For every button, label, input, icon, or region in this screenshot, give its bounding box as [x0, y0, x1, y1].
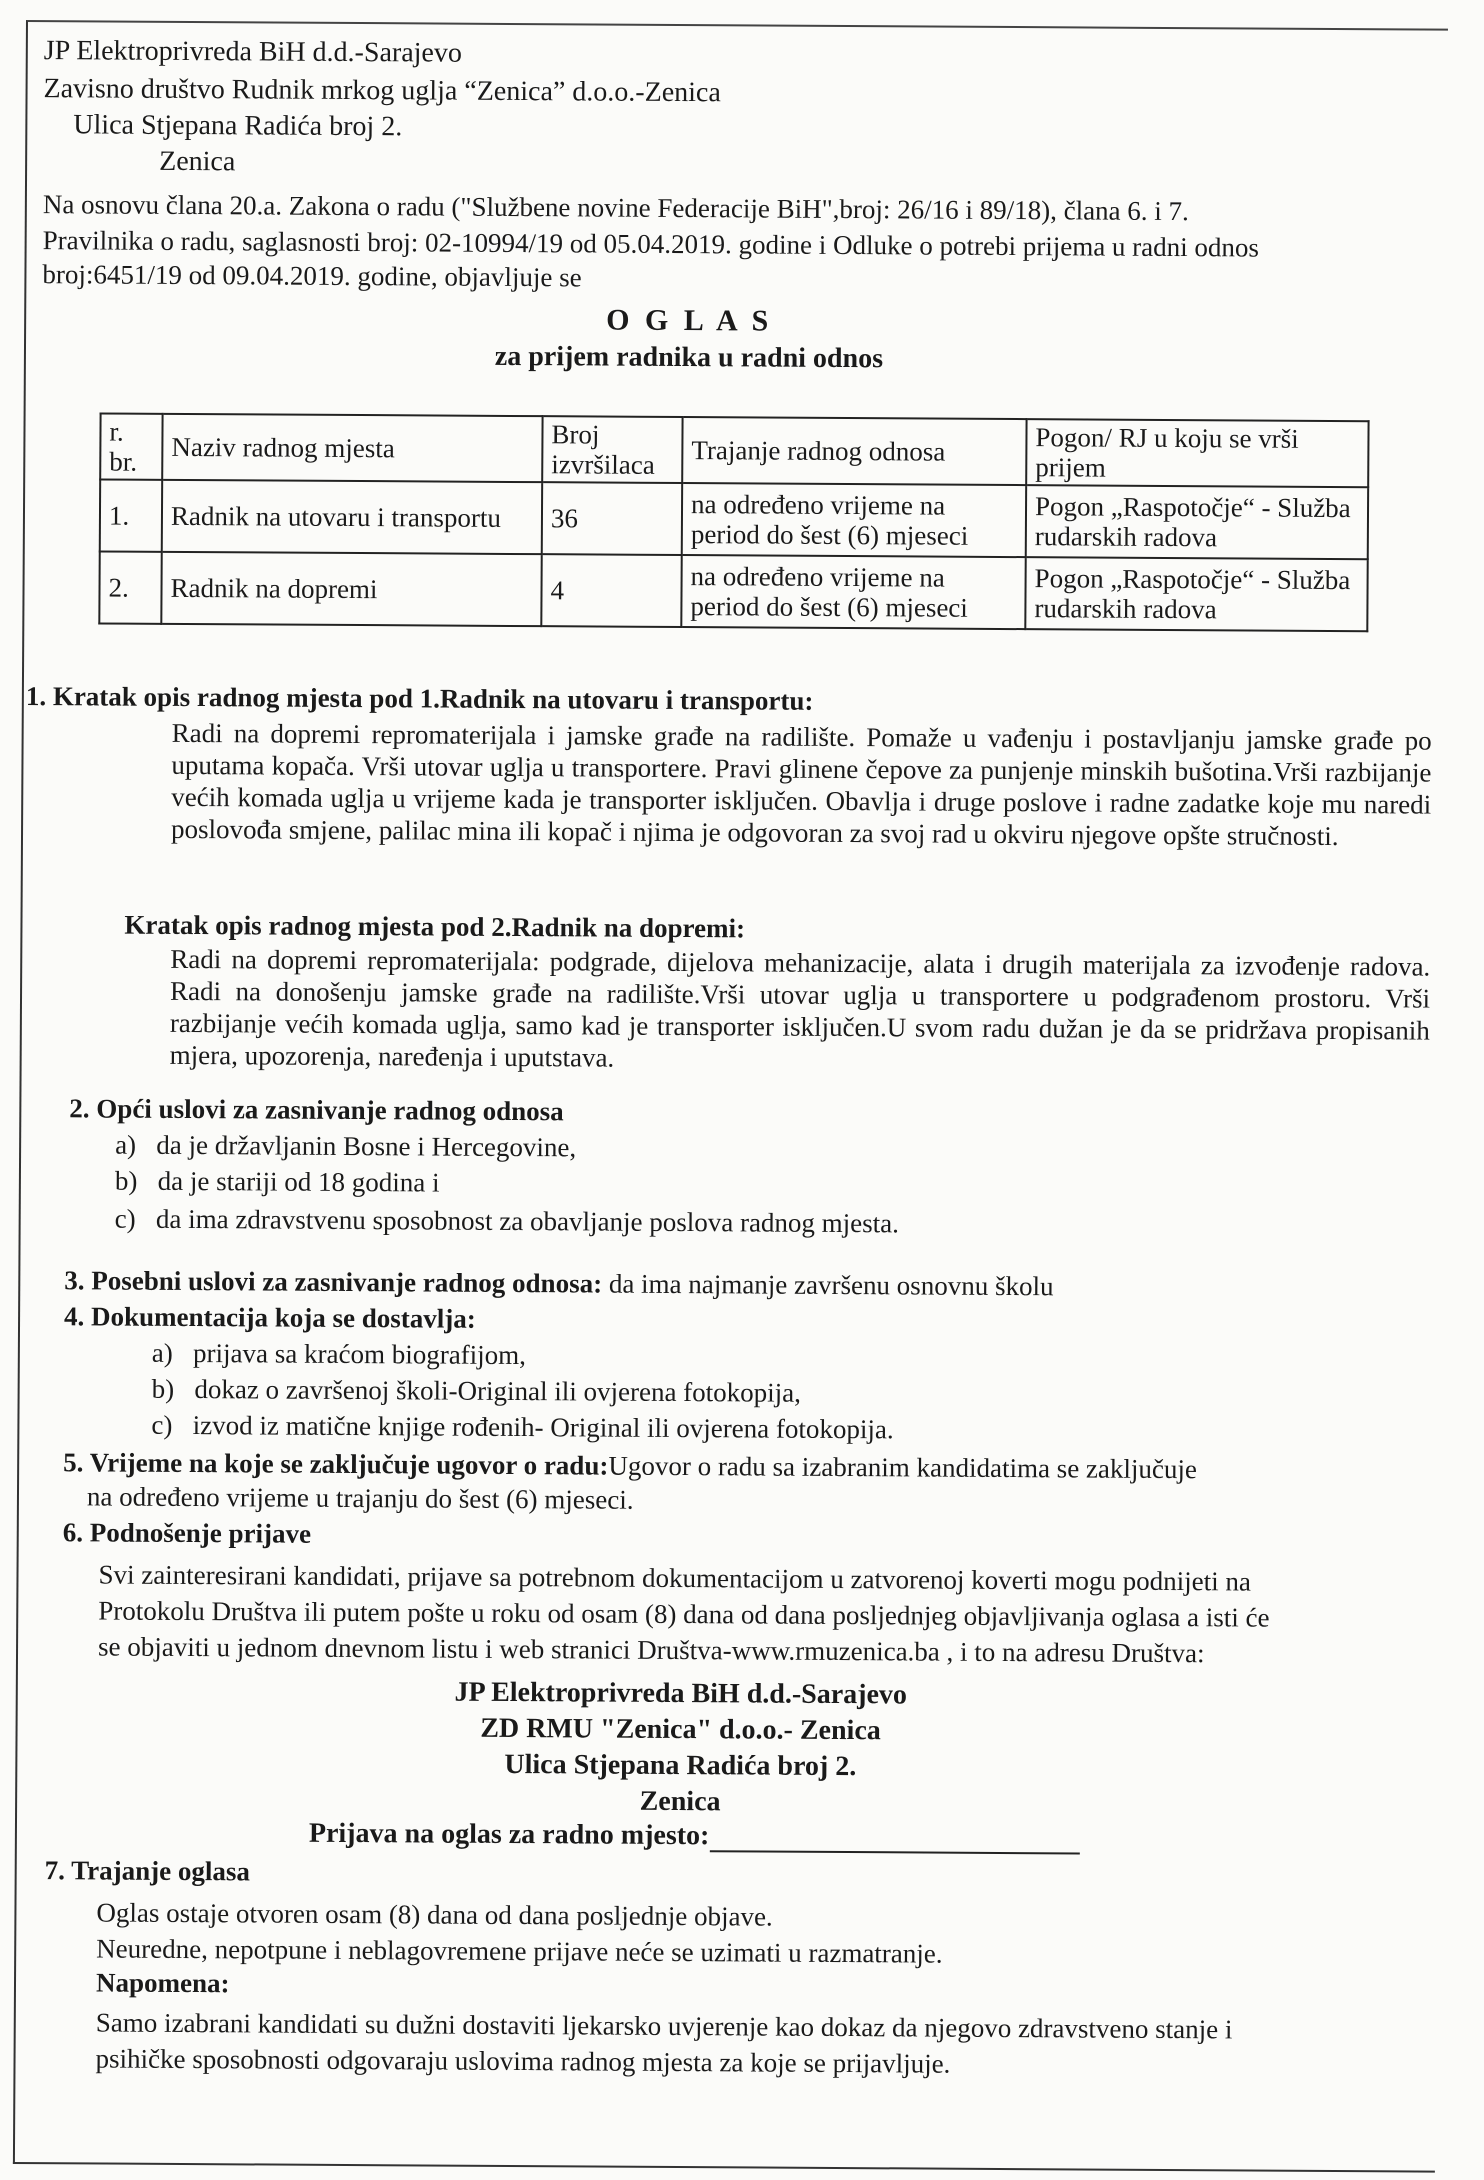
document-title: O G L A S [606, 303, 773, 338]
cell-number: 2. [99, 551, 161, 623]
section-6-heading: 6. Podnošenje prijave [62, 1517, 312, 1549]
cell-count: 4 [541, 554, 681, 627]
col-header-position: Naziv radnog mjesta [162, 414, 542, 482]
header-line-2: Zavisno društvo Rudnik mrkog uglja “Zenica” d.o.o.-Zenica [43, 73, 721, 109]
list-item [115, 1129, 576, 1164]
cell-unit: Pogon „Raspotočje“ - Služba rudarskih radova [1026, 485, 1368, 559]
cell-count: 36 [542, 482, 682, 555]
section-6-line-2: Protokolu Društva ili putem pošte u roku od osam (8) dana od dana posljednjeg objavljivanja oglasa a isti će [98, 1595, 1270, 1633]
intro-line-1: Na osnovu člana 20.a. Zakona o radu ("Službene novine Federacije BiH",broj: 26/16 i 89/18), člana 6. i 7. [42, 189, 1189, 227]
col-header-duration: Trajanje radnog odnosa [682, 417, 1026, 485]
document-page [13, 20, 1450, 2169]
application-line [309, 1818, 1080, 1855]
section-5-text: Ugovor o radu sa izabranim kandidatima se zaključuje [608, 1450, 1198, 1485]
table-header-row [100, 413, 1368, 487]
cell-unit: Pogon „Raspotočje“ - Služba rudarskih radova [1025, 557, 1367, 631]
address-line-1: JP Elektroprivreda BiH d.d.-Sarajevo [454, 1676, 908, 1711]
cell-number: 1. [100, 479, 162, 551]
list-marker: c) [151, 1409, 173, 1440]
list-text: da je državljanin Bosne i Hercegovine, [156, 1129, 577, 1163]
section-3-text: da ima najmanje završenu osnovnu školu [602, 1268, 1054, 1302]
header-line-1: JP Elektroprivreda BiH d.d.-Sarajevo [43, 35, 462, 69]
section-1-text: Radi na dopremi repromaterijala i jamske građe na radilište. Pomaže u vađenju i postavljanju jamske građe po uputama kopača. Vrši utovar uglja u transportere. Pravi glinene čepove za punjenje minskih bušotina.Vrši razbijanje većih komada uglja u vrijeme kada je transporter isključen. Obavlja i druge poslove i radne zadatke koje mu naredi poslovođa smjene, palilac mina ili kopač i njima je odgovoran za svoj rad u okviru njegove opšte stručnosti. [170, 717, 1432, 852]
list-text: da je stariji od 18 godina i [157, 1165, 440, 1198]
list-text: izvod iz matične knjige rođenih- Original ili ovjerena fotokopija. [192, 1410, 894, 1445]
list-item [152, 1337, 526, 1371]
section-3-heading: 3. Posebni uslovi za zasnivanje radnog odnosa: [64, 1265, 603, 1299]
note-line-1: Samo izabrani kandidati su dužni dostaviti ljekarsko uvjerenje kao dokaz da njegovo zdravstveno stanje i [95, 2007, 1233, 2045]
note-line-2: psihičke sposobnosti odgovaraju uslovima radnog mjesta za koje se prijavljuje. [95, 2043, 951, 2079]
list-marker: b) [151, 1373, 175, 1404]
application-blank [709, 1828, 1079, 1854]
list-text: da ima zdravstvenu sposobnost za obavljanje poslova radnog mjesta. [155, 1203, 900, 1239]
note-label: Napomena: [95, 1967, 230, 1999]
intro-line-2: Pravilnika o radu, saglasnosti broj: 02-10994/19 od 05.04.2019. godine i Odluke o potrebi prijema u radni odnos [42, 225, 1260, 263]
address-line-2: ZD RMU "Zenica" d.o.o.- Zenica [480, 1712, 881, 1747]
address-line-4: Zenica [639, 1785, 721, 1818]
application-label: Prijava na oglas za radno mjesto: [308, 1817, 710, 1852]
cell-position: Radnik na dopremi [161, 552, 541, 626]
table-row [99, 551, 1367, 631]
list-marker: b) [114, 1165, 138, 1196]
section-2-heading: 2. Opći uslovi za zasnivanje radnog odnosa [69, 1093, 564, 1127]
cell-duration: na određeno vrijeme na period do šest (6) mjeseci [682, 483, 1026, 557]
list-item [151, 1409, 893, 1446]
list-marker: a) [115, 1129, 137, 1160]
list-text: dokaz o završenoj školi-Original ili ovjerena fotokopija, [194, 1374, 802, 1408]
document-subtitle: za prijem radnika u radni odnos [494, 340, 884, 375]
section-7-heading: 7. Trajanje oglasa [44, 1855, 251, 1887]
cell-duration: na određeno vrijeme na period do šest (6) mjeseci [681, 555, 1025, 629]
address-line-3: Ulica Stjepana Radića broj 2. [504, 1748, 857, 1783]
section-1b-text: Radi na dopremi repromaterijala: podgrade, dijelova mehanizacije, alata i drugih materijala za izvođenje radova. Radi na donošenju jamske građe na radilište.Vrši utovar uglja u transportere u podgrađenom prostoru. Vrši razbijanje većih komada uglja, samo kad je transporter isključen.U svom radu dužan je da se pridržava propisanih mjera, upozorenja, naređenja i uputstava. [169, 943, 1431, 1073]
section-1-heading: 1. Kratak opis radnog mjesta pod 1.Radnik na utovaru i transportu: [25, 681, 814, 716]
section-6-line-3: se objaviti u jednom dnevnom listu i web stranici Društva-www.rmuzenica.ba , i to na adresu Društva: [97, 1631, 1205, 1669]
list-marker: a) [151, 1337, 173, 1368]
section-5-text-2: na određeno vrijeme u trajanju do šest (6) mjeseci. [86, 1481, 634, 1515]
header-line-3: Ulica Stjepana Radića broj 2. [73, 109, 403, 143]
section-7-line-2: Neuredne, nepotpune i neblagovremene prijave neće se uzimati u razmatranje. [96, 1933, 943, 1969]
section-6-line-1: Svi zainteresirani kandidati, prijave sa potrebnom dokumentacijom u zatvorenoj koverti mogu podnijeti na [98, 1559, 1252, 1597]
section-4-heading: 4. Dokumentacija koja se dostavlja: [63, 1301, 476, 1334]
section-1b-heading: Kratak opis radnog mjesta pod 2.Radnik na dopremi: [124, 909, 746, 944]
col-header-number: r. br. [100, 413, 162, 479]
intro-line-3: broj:6451/19 od 09.04.2019. godine, objavljuje se [42, 259, 582, 293]
list-text: prijava sa kraćom biografijom, [193, 1338, 527, 1371]
list-marker: c) [114, 1203, 136, 1234]
col-header-unit: Pogon/ RJ u koju se vrši prijem [1026, 419, 1368, 487]
cell-position: Radnik na utovaru i transportu [162, 480, 542, 554]
jobs-table [98, 412, 1369, 632]
section-7-line-1: Oglas ostaje otvoren osam (8) dana od dana posljednje objave. [96, 1897, 773, 1932]
list-item [115, 1203, 899, 1240]
list-item [152, 1373, 802, 1409]
section-5-heading: 5. Vrijeme na koje se zaključuje ugovor o radu: [63, 1447, 609, 1481]
table-row [100, 479, 1368, 559]
section-3 [64, 1264, 1053, 1302]
header-line-4: Zenica [159, 145, 236, 178]
list-item [115, 1165, 440, 1199]
col-header-count: Broj izvršilaca [542, 416, 682, 483]
